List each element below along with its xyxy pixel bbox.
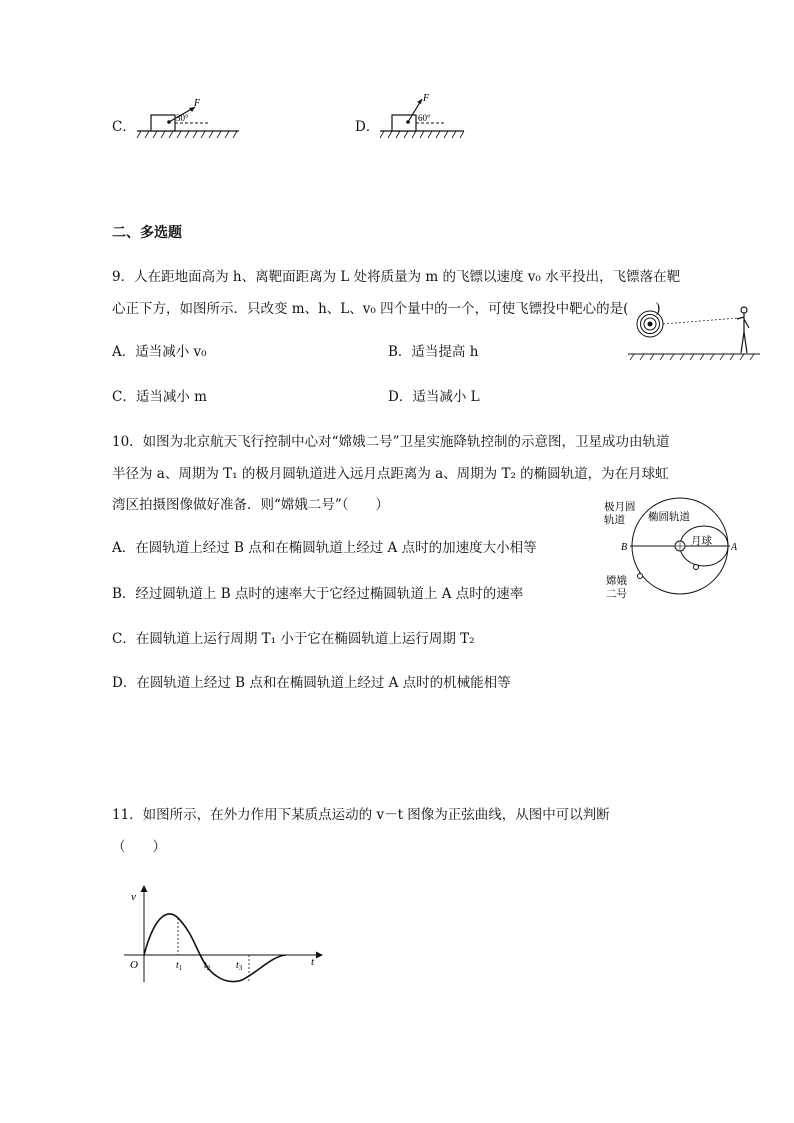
tick-t3-label: $t_3$: [236, 960, 243, 972]
q10-line-1: 10．如图为北京航天飞行控制中心对“嫦娥二号”卫星实施降轨控制的示意图，卫星成功由轨道: [112, 434, 670, 450]
angle-label-d: 60°: [418, 113, 431, 123]
option-d-top-label: D．: [355, 119, 380, 135]
origin-label: O: [130, 959, 138, 971]
label-point-b: B: [621, 542, 628, 553]
target-icon: [637, 311, 663, 337]
force-figure-d: [378, 92, 468, 144]
option-c-top-label: C．: [112, 119, 136, 135]
q9-option-a: A．适当减小 v₀: [112, 344, 207, 360]
label-satellite-2: 二号: [606, 589, 627, 600]
q11-line-1: 11．如图所示，在外力作用下某质点运动的 v－t 图像为正弦曲线，从图中可以判断: [112, 807, 610, 823]
moon-icon: [675, 541, 685, 551]
label-satellite-1: 嫦娥: [606, 576, 627, 587]
satellite-icon-ellipse: [694, 565, 699, 570]
label-ellipse-orbit: 椭圆轨道: [648, 512, 690, 523]
tick-t2-label: $t_2$: [204, 960, 211, 972]
q9-option-c: C．适当减小 m: [112, 389, 207, 405]
dart-target-figure: [626, 300, 762, 362]
person-icon: [737, 307, 749, 353]
vt-sine-graph: [118, 880, 328, 990]
q10-option-d: D．在圆轨道上经过 B 点和在椭圆轨道上经过 A 点时的机械能相等: [112, 675, 511, 691]
orbit-diagram: [600, 498, 745, 600]
label-circle-orbit-1: 极月圆: [604, 502, 636, 513]
q9-option-b: B．适当提高 h: [388, 344, 479, 360]
force-label-c: F: [194, 98, 201, 109]
angle-label-c: 30°: [176, 113, 189, 123]
satellite-icon-circle: [638, 574, 643, 579]
label-circle-orbit-2: 轨道: [604, 515, 625, 526]
section-title: 二、多选题: [112, 225, 182, 241]
y-axis-label: v: [131, 891, 136, 903]
label-point-a: A: [731, 542, 738, 553]
q11-line-2: （ ）: [112, 839, 166, 855]
q10-line-2: 半径为 a、周期为 T₁ 的极月圆轨道进入远月点距离为 a、周期为 T₂ 的椭圆轨道，为在月球虹: [112, 466, 669, 482]
q9-line-2: 心正下方，如图所示．只改变 m、h、L、v₀ 四个量中的一个，可使飞镖投中靶心的是( ): [112, 301, 661, 317]
label-moon: 月球: [691, 536, 712, 547]
q9-line-1: 9．人在距地面高为 h、离靶面距离为 L 处将质量为 m 的飞镖以速度 v₀ 水平投出，飞镖落在靶: [112, 269, 681, 285]
x-axis-label: t: [311, 956, 315, 968]
force-figure-c: [135, 96, 245, 144]
q10-line-3: 湾区拍摄图像做好准备．则“嫦娥二号”（ ）: [112, 497, 390, 513]
tick-t1-label: $t_1$: [176, 960, 183, 972]
sine-curve: [144, 914, 286, 982]
q10-option-a: A．在圆轨道上经过 B 点和在椭圆轨道上经过 A 点时的加速度大小相等: [112, 540, 537, 556]
q10-option-b: B．经过圆轨道上 B 点时的速率大于它经过椭圆轨道上 A 点时的速率: [112, 586, 524, 602]
q9-option-d: D．适当减小 L: [388, 389, 480, 405]
q10-option-c: C．在圆轨道上运行周期 T₁ 小于它在椭圆轨道上运行周期 T₂: [112, 631, 475, 647]
force-label-d: F: [423, 93, 430, 104]
